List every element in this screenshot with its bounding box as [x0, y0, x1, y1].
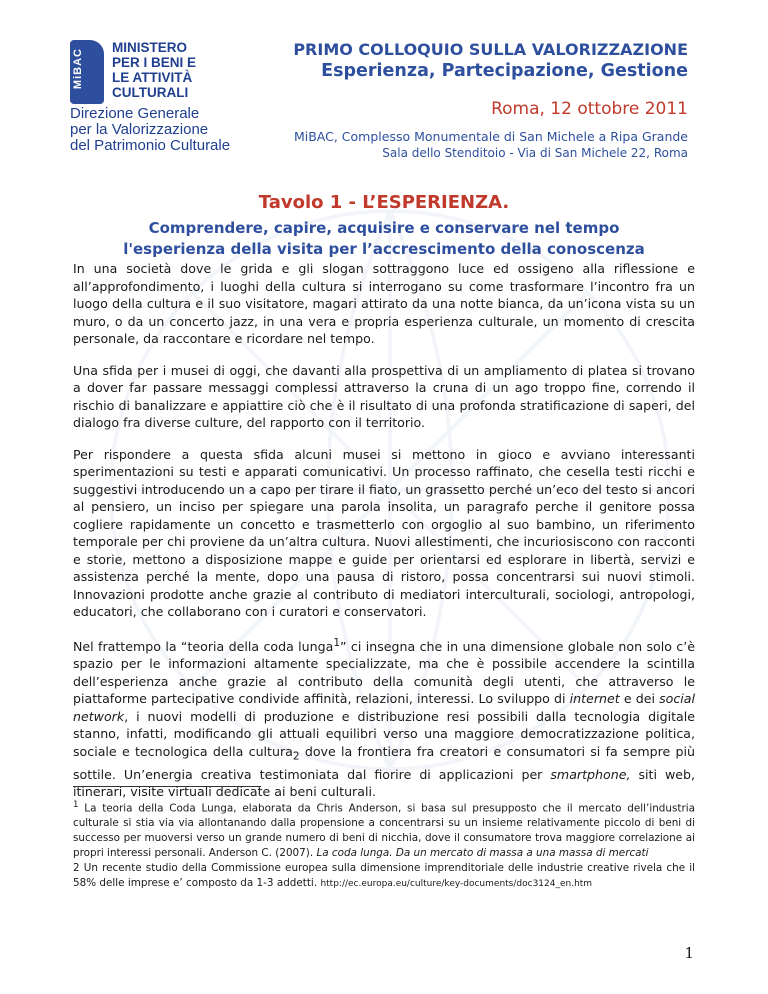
- paragraph: Una sfida per i musei di oggi, che davanti alla prospettiva di un ampliamento di platea si trovano a dover far passare messaggi complessi attraverso la cruna di un ago troppo fine, correndo il rischio di banalizzare e appiattire ciò che è il risultato di una profonda stratificazione di saperi, del dialogo fra diverse culture, del rapporto con il territorio.: [73, 362, 695, 430]
- footnotes: [73, 798, 695, 892]
- text-run: ” ci insegna che in una dimensione globale non solo c’è spazio per le informazioni altamente specializzate, ma che è possibile accendere la scintilla dell’esperienza anche grazie al contributo della comunità degli utenti, che attraverso le piattaforme partecipative condivide affinità, relazioni, interessi. Lo sviluppo di: [73, 638, 695, 707]
- logo-abbr: MiBAC: [72, 48, 84, 90]
- logo-directorate-name: [70, 106, 230, 154]
- italic-term: social network: [73, 691, 696, 724]
- logo-ministry-line: CULTURALI: [112, 85, 189, 100]
- footnote-link[interactable]: http://ec.europa.eu/culture/key-documents/doc3124_en.htm: [320, 879, 593, 890]
- footnote-text: La teoria della Coda Lunga, elaborata da Chris Anderson, si basa sul presupposto che il mercato dell’industria culturale si stia via via allontanando dalla propensione a concentrarsi su un insieme relativamente piccolo di beni di successo per muoversi verso un grande numero di beni di nicchia, dove il consumatore trova maggiore correlazione ai propri interessi personali. Anderson C. (2007).: [73, 802, 695, 860]
- italic-term: smartphone,: [550, 766, 631, 782]
- mibac-logo: [70, 40, 260, 160]
- text-run: e dei: [619, 691, 660, 707]
- footnote-ref: 2: [292, 750, 300, 763]
- document-title: Tavolo 1 - L’ESPERIENZA.: [258, 192, 510, 213]
- logo-ministry-line: LE ATTIVITÀ: [112, 70, 193, 85]
- text-run: dove la frontiera fra creatori e consumatori si fa sempre più sottile. Un’energia creativa testimoniata dal fiorire di applicazioni per: [73, 743, 695, 782]
- text-run: , i nuovi modelli di produzione e distribuzione resi possibili dalla tecnologia digitale stanno, infatti, modificando gli attuali equilibri verso una maggiore democratizzazione politica, sociale e tecnologica della cultura: [73, 708, 695, 759]
- text-run: siti web, itinerari, visite virtuali dedicate ai beni culturali.: [73, 766, 695, 800]
- event-header: [293, 40, 688, 161]
- event-theme: Esperienza, Partecipazione, Gestione: [321, 61, 688, 81]
- paragraph: In una società dove le grida e gli slogan sottraggono luce ed ossigeno alla riflessione e all’approfondimento, i luoghi della cultura si interrogano su come trasformare l’incontro fra un luogo della cultura e il suo visitatore, magari attirato da una notte bianca, da un’icona vista su un muro, o da un concerto jazz, in una vera e propria esperienza culturale, un momento di crescita personale, da raccontare e ricordare nel tempo.: [73, 261, 695, 346]
- event-venue: MiBAC, Complesso Monumentale di San Michele a Ripa Grande: [293, 129, 688, 144]
- footnote-separator: [73, 786, 261, 787]
- event-room: Sala dello Stenditoio - Via di San Michele 22, Roma: [382, 146, 688, 160]
- event-series-title: PRIMO COLLOQUIO SULLA VALORIZZAZIONE: [293, 40, 688, 59]
- footnote-2: [73, 861, 695, 892]
- page-number: 1: [684, 944, 694, 962]
- mibac-emblem: [70, 40, 104, 104]
- document-body: [73, 260, 695, 815]
- footnote-ref: 1: [333, 636, 341, 649]
- logo-directorate-line: per la Valorizzazione: [70, 121, 209, 138]
- logo-directorate-line: Direzione Generale: [70, 105, 200, 122]
- paragraph: [73, 635, 695, 801]
- event-date: Roma, 12 ottobre 2011: [491, 99, 688, 119]
- logo-ministry-name: [112, 40, 196, 100]
- footnote-1: [73, 798, 695, 861]
- footnote-text: 2 Un recente studio della Commissione europea sulla dimensione imprenditoriale delle industrie creative rivela che il 58% delle imprese e’ composto da 1-3 addetti.: [73, 862, 695, 890]
- paragraph: Per rispondere a questa sfida alcuni musei si mettono in gioco e avviano interessanti sperimentazioni su testi e apparati comunicativi. Un processo raffinato, che cesella testi ricchi e suggestivi introducendo un a capo per tirare il fiato, un grassetto perché un’eco del testo si ancori al pensiero, un inciso per spiegare una parola insolita, un paragrafo perche il genitore possa cogliere rapidamente un concetto e trasmetterlo con orgoglio al suo bambino, un riferimento temporale per chi proviene da un’altra cultura. Nuovi allestimenti, che incuriosiscono con racconti e storie, mettono a disposizione mappe e guide per orientarsi ed esplorare in libertà, servizi e assistenza perché la mente, dopo una pausa di ristoro, possa concentrarsi sui nuovi stimoli. Innovazioni prodotte anche grazie al contributo di mediatori interculturali, sociologi, antropologi, educatori, che collaborano con i curatori e conservatori.: [73, 446, 695, 619]
- italic-term: internet: [569, 691, 620, 707]
- footnote-number: 1: [73, 800, 79, 810]
- text-run: Nel frattempo la “teoria della coda lunga: [73, 638, 334, 654]
- footnote-citation: La coda lunga. Da un mercato di massa a una massa di mercati: [316, 847, 649, 860]
- document-subtitle: Comprendere, capire, acquisire e conservare nel tempo l'esperienza della visita per l’accrescimento della conoscenza: [123, 219, 645, 258]
- logo-ministry-line: PER I BENI E: [112, 55, 197, 70]
- logo-directorate-line: del Patrimonio Culturale: [70, 137, 231, 154]
- logo-ministry-line: MINISTERO: [112, 40, 188, 55]
